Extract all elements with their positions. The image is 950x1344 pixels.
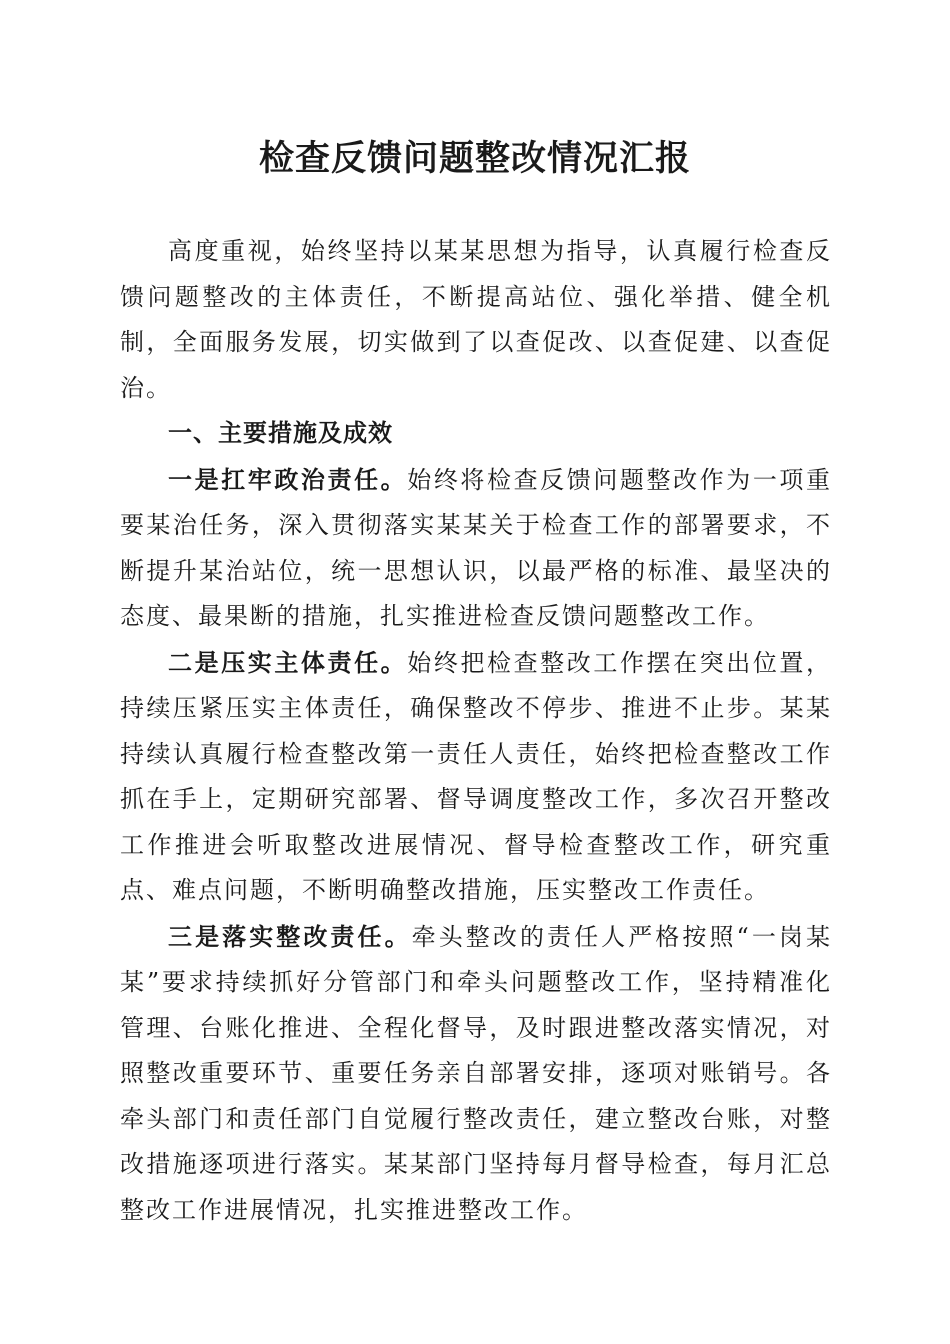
item-paragraph-3 bbox=[120, 914, 832, 1234]
document-title: 检查反馈问题整改情况汇报 bbox=[258, 138, 691, 179]
item-paragraph-2 bbox=[120, 640, 832, 914]
item-lead-1: 一是扛牢政治责任。 bbox=[168, 464, 408, 494]
item-text-2: 始终把检查整改工作摆在突出位置，持续压紧压实主体责任，确保整改不停步、推进不止步。某某持续认真履行检查整改第一责任人责任，始终把检查整改工作抓在手上，定期研究部署、督导调度整改工作，多次召开整改工作推进会听取整改进展情况、督导检查整改工作，研究重点、难点问题，不断明确整改措施，压实整改工作责任。 bbox=[120, 648, 832, 904]
item-text-1: 始终将检查反馈问题整改作为一项重要某治任务，深入贯彻落实某某关于检查工作的部署要求，不断提升某治站位，统一思想认识，以最严格的标准、最坚决的态度、最果断的措施，扎实推进检查反馈问题整改工作。 bbox=[120, 465, 832, 630]
item-lead-2: 二是压实主体责任。 bbox=[168, 647, 408, 677]
item-lead-3: 三是落实整改责任。 bbox=[168, 921, 412, 951]
item-paragraph-1 bbox=[120, 457, 832, 640]
intro-paragraph: 高度重视，始终坚持以某某思想为指导，认真履行检查反馈问题整改的主体责任，不断提高站位、强化举措、健全机制，全面服务发展，切实做到了以查促改、以查促建、以查促治。 bbox=[120, 237, 832, 402]
section-heading: 一、主要措施及成效 bbox=[168, 419, 393, 447]
item-text-3: 牵头整改的责任人严格按照“一岗某某”要求持续抓好分管部门和牵头问题整改工作，坚持精准化管理、台账化推进、全程化督导，及时跟进整改落实情况，对照整改重要环节、重要任务亲自部署安排，逐项对账销号。各牵头部门和责任部门自觉履行整改责任，建立整改台账，对整改措施逐项进行落实。某某部门坚持每月督导检查，每月汇总整改工作进展情况，扎实推进整改工作。 bbox=[120, 922, 832, 1224]
document-body bbox=[120, 229, 832, 1233]
